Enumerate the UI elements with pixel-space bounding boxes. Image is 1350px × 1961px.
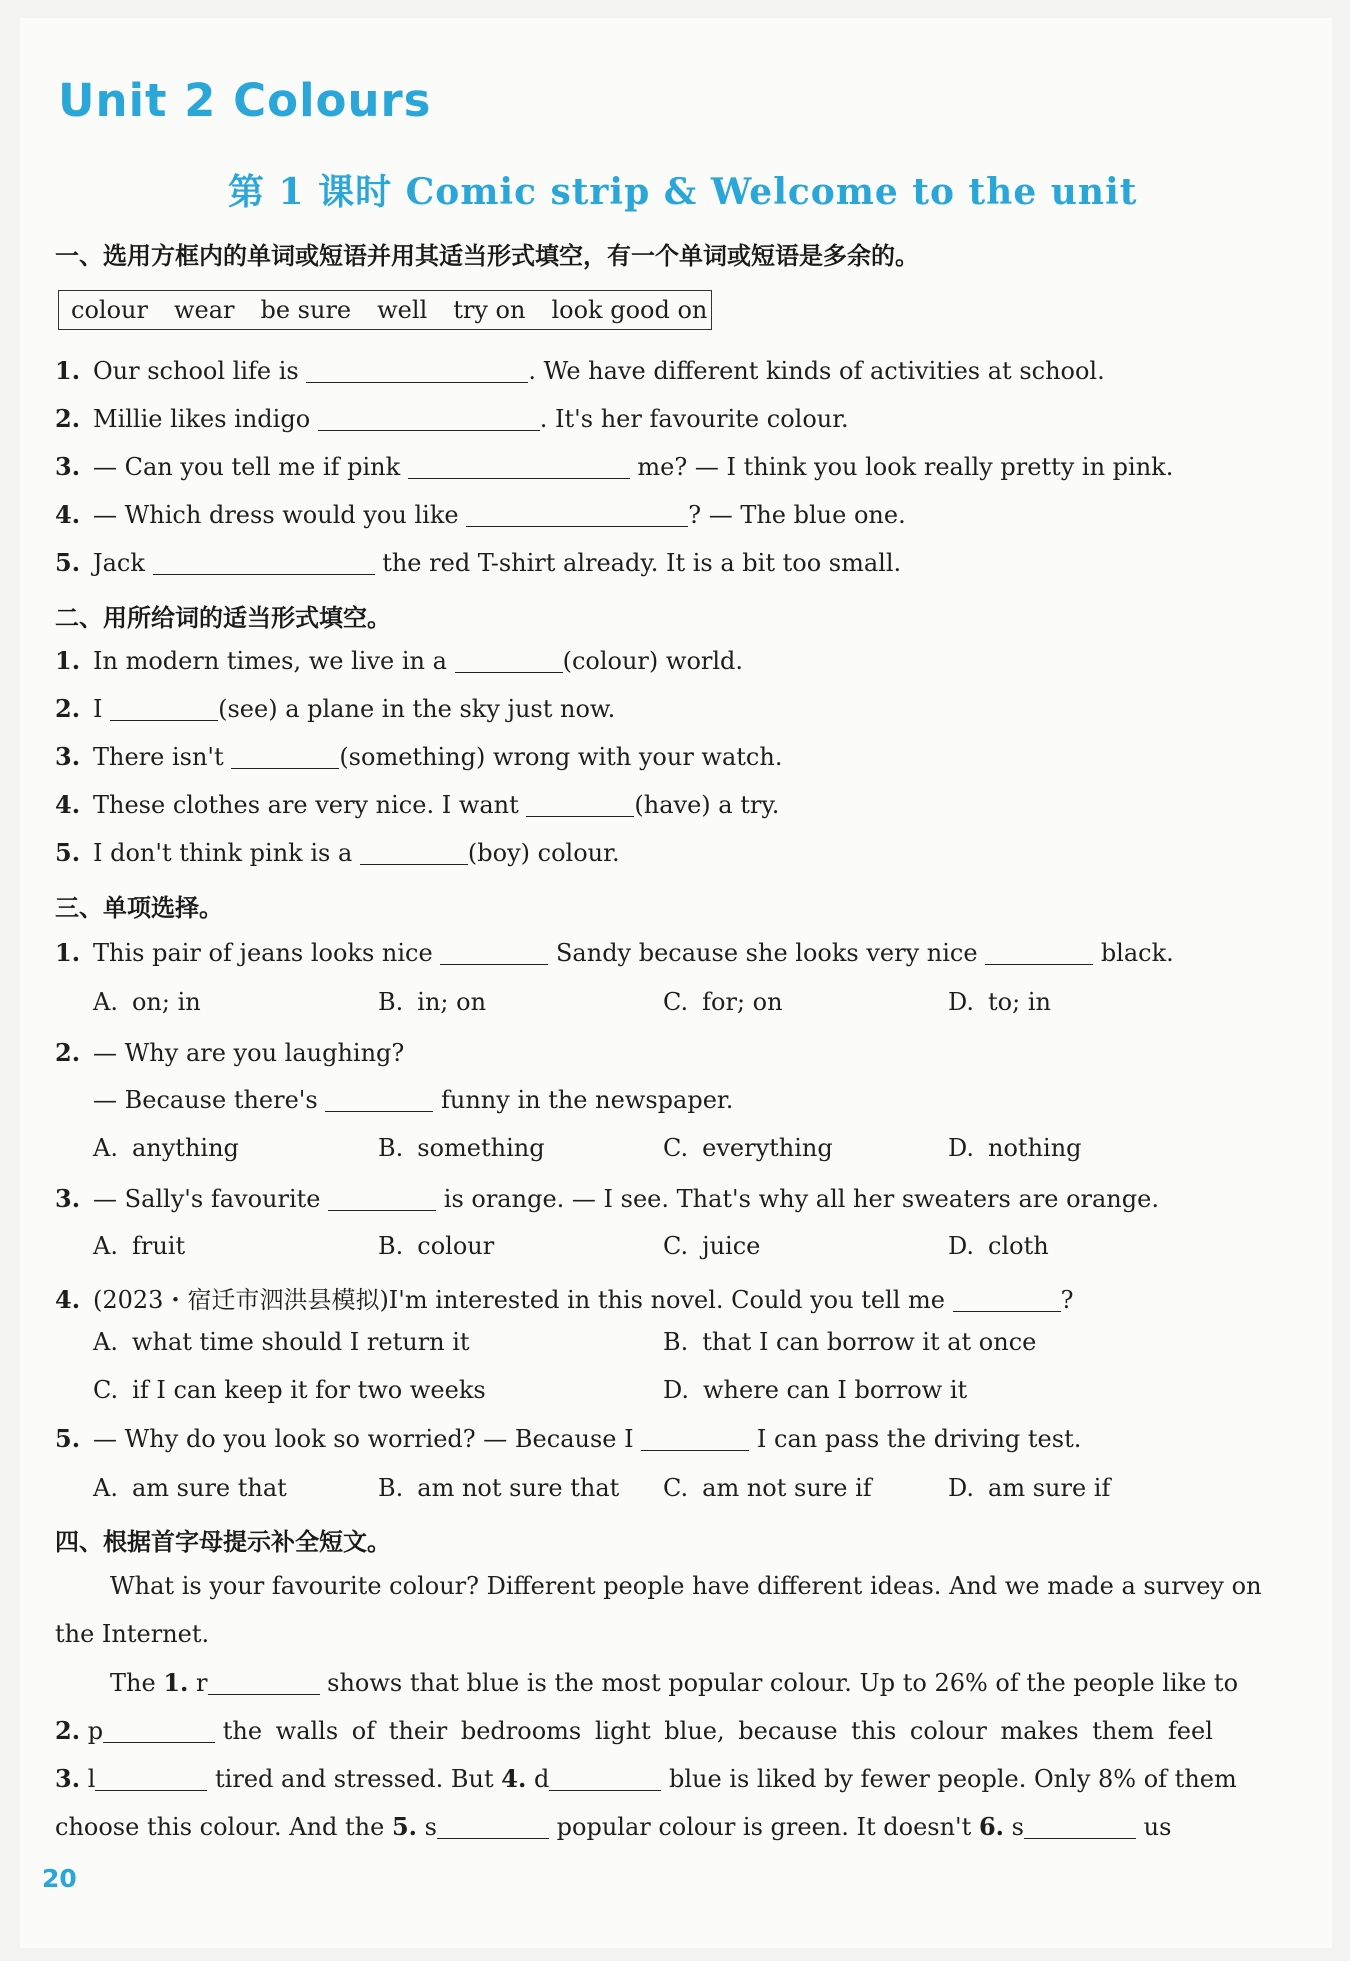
option-letter: B. xyxy=(378,1232,404,1260)
option-a[interactable] xyxy=(93,1328,470,1356)
section-4-heading: 四、根据首字母提示补全短文。 xyxy=(55,1528,391,1556)
passage-text: popular colour is green. It doesn't xyxy=(556,1813,972,1841)
s1-question-4 xyxy=(55,500,906,529)
question-number: 2. xyxy=(55,1038,81,1067)
option-letter: D. xyxy=(948,1134,975,1162)
option-b[interactable] xyxy=(663,1328,1036,1356)
option-text: in; on xyxy=(417,988,487,1016)
blank-number: 1. xyxy=(163,1668,189,1697)
question-number: 3. xyxy=(55,1184,81,1213)
question-number: 1. xyxy=(55,938,81,967)
passage-text: The xyxy=(110,1669,156,1697)
question-text: There isn't xyxy=(93,743,224,771)
answer-blank[interactable] xyxy=(408,454,630,479)
option-b[interactable] xyxy=(378,1134,545,1162)
option-letter: B. xyxy=(378,1474,404,1502)
question-number: 4. xyxy=(55,500,81,529)
option-letter: D. xyxy=(948,1232,975,1260)
question-text: Our school life is xyxy=(93,357,299,385)
option-text: what time should I return it xyxy=(131,1328,470,1356)
word-option: well xyxy=(377,296,428,324)
first-letter-hint: l xyxy=(87,1765,96,1793)
answer-blank[interactable] xyxy=(328,1186,436,1211)
option-text: fruit xyxy=(131,1232,186,1260)
s3-question-4 xyxy=(55,1280,1074,1315)
answer-blank[interactable] xyxy=(95,1766,207,1791)
first-letter-hint: p xyxy=(87,1717,104,1745)
question-number: 2. xyxy=(55,694,81,723)
option-text: that I can borrow it at once xyxy=(702,1328,1037,1356)
option-letter: C. xyxy=(663,988,689,1016)
first-letter-hint: d xyxy=(533,1765,550,1793)
option-letter: C. xyxy=(663,1232,689,1260)
question-number: 1. xyxy=(55,646,81,675)
s2-question-1 xyxy=(55,646,743,675)
option-text: cloth xyxy=(988,1232,1049,1260)
s1-question-2 xyxy=(55,404,849,433)
option-letter: B. xyxy=(378,988,404,1016)
blank-number: 2. xyxy=(55,1716,81,1745)
option-b[interactable] xyxy=(378,1232,494,1260)
option-c[interactable] xyxy=(663,1474,872,1502)
option-letter: A. xyxy=(93,988,118,1016)
question-text: ? xyxy=(1060,1286,1074,1314)
question-text: ? — The blue one. xyxy=(688,501,906,529)
option-letter: A. xyxy=(93,1474,118,1502)
question-text: . It's her favourite colour. xyxy=(539,405,849,433)
question-number: 5. xyxy=(55,838,81,867)
option-letter: A. xyxy=(93,1328,118,1356)
question-text: This pair of jeans looks nice xyxy=(93,939,433,967)
question-number: 4. xyxy=(55,1285,81,1314)
question-text: I don't think pink is a xyxy=(93,839,353,867)
option-letter: C. xyxy=(93,1376,119,1404)
option-text: juice xyxy=(702,1232,761,1260)
option-b[interactable] xyxy=(378,1474,619,1502)
question-number: 2. xyxy=(55,404,81,433)
word-option: wear xyxy=(173,296,235,324)
question-text: the red T-shirt already. It is a bit too small. xyxy=(382,549,902,577)
question-text: I can pass the driving test. xyxy=(756,1425,1082,1453)
first-letter-hint: s xyxy=(1011,1813,1024,1841)
option-text: everything xyxy=(702,1134,833,1162)
option-text: something xyxy=(417,1134,545,1162)
answer-blank[interactable] xyxy=(103,1718,215,1743)
question-text: — Can you tell me if pink xyxy=(93,453,401,481)
answer-blank[interactable] xyxy=(526,792,634,817)
answer-blank[interactable] xyxy=(360,840,468,865)
option-letter: D. xyxy=(948,988,975,1016)
question-text: — Which dress would you like xyxy=(93,501,459,529)
option-text: if I can keep it for two weeks xyxy=(132,1376,486,1404)
question-number: 3. xyxy=(55,742,81,771)
question-text: Jack xyxy=(93,549,145,577)
option-letter: D. xyxy=(948,1474,975,1502)
question-number: 5. xyxy=(55,548,81,577)
option-letter: A. xyxy=(93,1134,118,1162)
blank-number: 3. xyxy=(55,1764,81,1793)
passage-text: shows that blue is the most popular colour. Up to 26% of the people like to xyxy=(327,1669,1239,1697)
option-text: am sure if xyxy=(988,1474,1111,1502)
first-letter-hint: s xyxy=(424,1813,437,1841)
word-option: try on xyxy=(453,296,526,324)
answer-blank[interactable] xyxy=(985,940,1093,965)
option-letter: D. xyxy=(663,1376,690,1404)
answer-blank[interactable] xyxy=(153,550,375,575)
passage-line: the Internet. xyxy=(55,1620,210,1648)
s3-question-5 xyxy=(55,1424,1081,1453)
option-text: where can I borrow it xyxy=(703,1376,968,1404)
word-option: be sure xyxy=(260,296,352,324)
answer-blank[interactable] xyxy=(440,940,548,965)
question-text: black. xyxy=(1100,939,1174,967)
word-option: look good on xyxy=(551,296,708,324)
blank-number: 5. xyxy=(391,1812,418,1841)
s3-question-2-line-2 xyxy=(93,1086,733,1114)
option-d[interactable] xyxy=(948,1474,1110,1502)
passage-line xyxy=(55,1812,1171,1841)
answer-blank[interactable] xyxy=(466,502,688,527)
option-letter: B. xyxy=(663,1328,689,1356)
passage-line xyxy=(55,1764,1237,1793)
option-text: colour xyxy=(417,1232,495,1260)
option-d[interactable] xyxy=(663,1376,967,1404)
question-text: (see) a plane in the sky just now. xyxy=(218,695,616,723)
option-d[interactable] xyxy=(948,1134,1082,1162)
blank-number: 4. xyxy=(501,1764,527,1793)
answer-blank[interactable] xyxy=(208,1670,320,1695)
option-c[interactable] xyxy=(663,988,783,1016)
question-text: (boy) colour. xyxy=(467,839,620,867)
option-a[interactable] xyxy=(93,1474,287,1502)
option-letter: C. xyxy=(663,1134,689,1162)
question-text: I xyxy=(93,695,103,723)
passage-text: tired and stressed. But xyxy=(215,1765,494,1793)
option-text: am not sure that xyxy=(417,1474,620,1502)
question-number: 4. xyxy=(55,790,81,819)
option-d[interactable] xyxy=(948,1232,1049,1260)
option-text: on; in xyxy=(131,988,201,1016)
first-letter-hint: r xyxy=(196,1669,208,1697)
question-text: funny in the newspaper. xyxy=(441,1086,734,1114)
s1-question-5 xyxy=(55,548,901,577)
question-text: (have) a try. xyxy=(634,791,780,819)
s3-question-2 xyxy=(55,1038,404,1067)
question-text: Sandy because she looks very nice xyxy=(555,939,978,967)
passage-line: What is your favourite colour? Different people have different ideas. And we made a survey on xyxy=(110,1572,1262,1600)
section-3-heading: 三、单项选择。 xyxy=(55,894,223,922)
option-letter: B. xyxy=(378,1134,404,1162)
answer-blank[interactable] xyxy=(306,358,528,383)
question-number: 1. xyxy=(55,356,81,385)
answer-blank[interactable] xyxy=(231,744,339,769)
answer-blank[interactable] xyxy=(325,1087,433,1112)
s3-question-3 xyxy=(55,1184,1159,1213)
s2-question-3 xyxy=(55,742,782,771)
question-text: is orange. — I see. That's why all her sweaters are orange. xyxy=(443,1185,1159,1213)
question-text: (colour) world. xyxy=(562,647,744,675)
question-number: 3. xyxy=(55,452,81,481)
s2-question-5 xyxy=(55,838,620,867)
s1-question-1 xyxy=(55,356,1105,385)
option-c[interactable] xyxy=(93,1376,486,1404)
answer-blank[interactable] xyxy=(455,648,563,673)
lesson-title: 第 1 课时 Comic strip & Welcome to the unit xyxy=(228,171,1138,213)
s2-question-2 xyxy=(55,694,615,723)
option-text: anything xyxy=(131,1134,239,1162)
answer-blank[interactable] xyxy=(549,1766,661,1791)
question-text: (2023・宿迁市泗洪县模拟)I'm interested in this novel. Could you tell me xyxy=(93,1286,945,1314)
answer-blank[interactable] xyxy=(110,696,218,721)
question-text: (something) wrong with your watch. xyxy=(339,743,783,771)
question-text: — Because there's xyxy=(93,1086,318,1114)
unit-title: Unit 2 Colours xyxy=(58,74,432,127)
passage-text: us xyxy=(1143,1813,1172,1841)
option-c[interactable] xyxy=(663,1232,760,1260)
question-text: These clothes are very nice. I want xyxy=(93,791,519,819)
option-text: for; on xyxy=(702,988,783,1016)
question-text: Millie likes indigo xyxy=(93,405,311,433)
question-number: 5. xyxy=(55,1424,81,1453)
s3-question-1 xyxy=(55,938,1174,967)
word-option: colour xyxy=(71,296,148,324)
passage-text: choose this colour. And the xyxy=(55,1813,385,1841)
option-b[interactable] xyxy=(378,988,486,1016)
s2-question-4 xyxy=(55,790,779,819)
passage-text: the walls of their bedrooms light blue, because this colour makes them feel xyxy=(222,1717,1213,1745)
option-a[interactable] xyxy=(93,1232,185,1260)
page-number: 20 xyxy=(42,1864,77,1893)
answer-blank[interactable] xyxy=(318,406,540,431)
s1-question-3 xyxy=(55,452,1173,481)
option-d[interactable] xyxy=(948,988,1051,1016)
option-text: am sure that xyxy=(131,1474,287,1502)
word-box xyxy=(58,290,712,330)
question-text: In modern times, we live in a xyxy=(93,647,447,675)
option-letter: C. xyxy=(663,1474,689,1502)
question-text: me? — I think you look really pretty in pink. xyxy=(637,453,1174,481)
answer-blank[interactable] xyxy=(437,1814,549,1839)
section-1-heading: 一、选用方框内的单词或短语并用其适当形式填空，有一个单词或短语是多余的。 xyxy=(55,242,919,270)
section-2-heading: 二、用所给词的适当形式填空。 xyxy=(55,604,391,632)
option-text: to; in xyxy=(988,988,1051,1016)
option-letter: A. xyxy=(93,1232,118,1260)
option-a[interactable] xyxy=(93,1134,239,1162)
blank-number: 6. xyxy=(978,1812,1004,1841)
option-text: am not sure if xyxy=(702,1474,872,1502)
answer-blank[interactable] xyxy=(1024,1814,1136,1839)
passage-line xyxy=(110,1668,1238,1697)
question-text: — Why are you laughing? xyxy=(93,1039,405,1067)
question-text: — Sally's favourite xyxy=(93,1185,321,1213)
option-text: nothing xyxy=(988,1134,1082,1162)
option-c[interactable] xyxy=(663,1134,833,1162)
passage-line xyxy=(55,1716,1213,1745)
answer-blank[interactable] xyxy=(641,1426,749,1451)
question-text: — Why do you look so worried? — Because I xyxy=(93,1425,634,1453)
passage-text: blue is liked by fewer people. Only 8% of them xyxy=(668,1765,1237,1793)
question-text: . We have different kinds of activities at school. xyxy=(528,357,1105,385)
answer-blank[interactable] xyxy=(953,1287,1061,1312)
option-a[interactable] xyxy=(93,988,201,1016)
